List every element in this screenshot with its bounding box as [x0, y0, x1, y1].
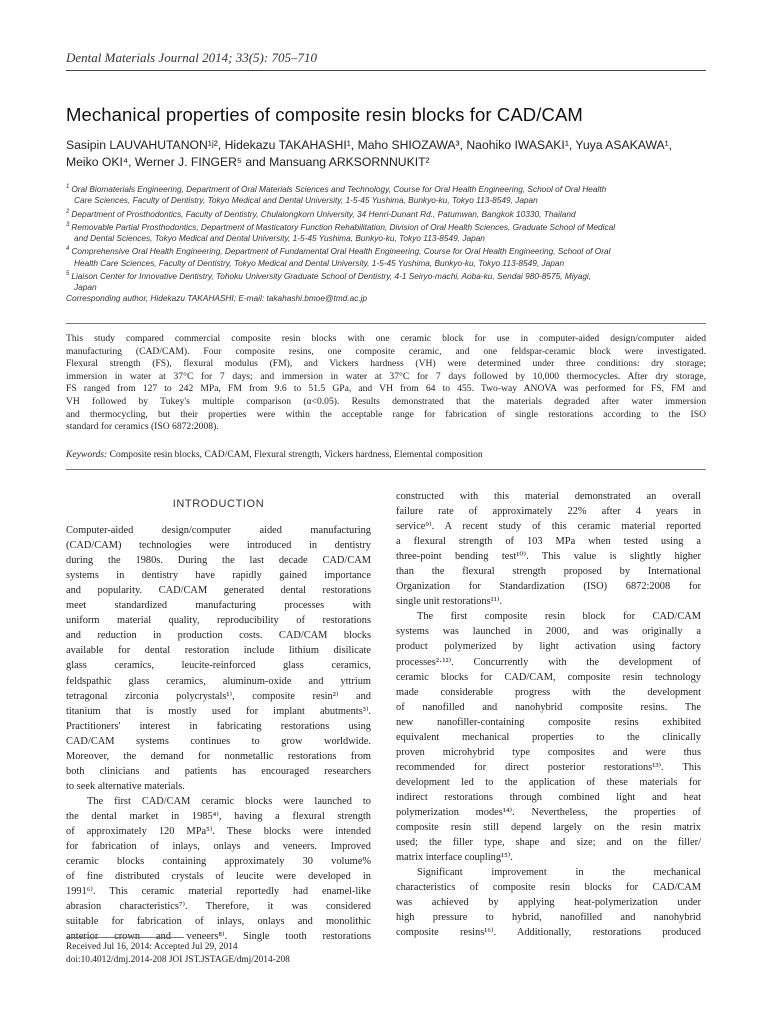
body-text-line: single unit restorations¹¹⁾.: [396, 596, 503, 608]
abstract-line: Flexural strength (FS), flexural modulus (FM), and Vickers hardness (VH) were determined under three conditions: dry storage;: [66, 358, 706, 370]
affiliation-text: Oral Biomaterials Engineering, Department of Oral Materials Sciences and Technology, Course for Oral Health Engineering, School of Oral Health: [71, 183, 607, 194]
body-text-line: abrasion characteristics⁷⁾. Therefore, it was considered: [66, 901, 371, 913]
footnote-rule: [66, 937, 184, 938]
body-text-line: Practitioners' interest in fabricating restorations using: [66, 720, 371, 732]
affiliation-text: Liaison Center for Innovative Dentistry, Tohoku University Graduate School of Dentistry, 4-1 Seiryo-machi, Aoba-ku, Sendai 980-8575, Miyagi,: [71, 270, 592, 281]
affiliation: [66, 207, 706, 220]
affiliation-number: 1: [66, 184, 70, 190]
corresponding-author: Corresponding author, Hidekazu TAKAHASHI; E-mail: takahashi.bmoe@tmd.ac.jp: [66, 293, 368, 304]
abstract-line: manufacturing (CAD/CAM). Four composite resins, one composite ceramic, and one feldspar-ceramic block were investigated.: [66, 345, 706, 357]
abstract-top-rule: [66, 323, 706, 324]
body-text-line: Computer-aided design/computer aided manufacturing: [66, 525, 371, 537]
doi: doi:10.4012/dmj.2014-208 JOI JST.JSTAGE/dmj/2014-208: [66, 955, 290, 965]
affiliation-list: [66, 182, 706, 305]
affiliation-text: Health Care Sciences, Faculty of Dentistry, Tokyo Medical and Dental University, 1-5-45 Yushima, Bunkyo-ku, Tokyo 113-8549, Japan: [74, 257, 565, 268]
body-text-line: during the 1980s. During the last decade CAD/CAM: [66, 555, 371, 567]
body-text-line: of nanofilled and nanohybrid composite resins. The: [396, 701, 701, 713]
body-text-line: systems was launched in 2000, and was originally a: [396, 626, 701, 638]
body-text-line: CAD/CAM systems continues to grow worldwide.: [66, 735, 371, 747]
body-text-line: The first CAD/CAM ceramic blocks were launched to: [87, 795, 371, 807]
keywords-label: Keywords:: [66, 449, 108, 460]
affiliation-number: 5: [66, 270, 70, 277]
affiliation: [66, 244, 706, 269]
journal-citation: Dental Materials Journal 2014; 33(5): 705–710: [66, 50, 706, 71]
body-text-line: glass ceramics, leucite-reinforced glass ceramics,: [66, 660, 371, 672]
body-text-line: made considerable progress with the development: [396, 686, 701, 698]
body-text-line: ceramic blocks for CAD/CAM, composite resin technology: [396, 671, 701, 683]
body-text-line: indirect restorations through combined light and heat: [396, 791, 701, 803]
body-text-line: processes²·¹²⁾. Concurrently with the development of: [396, 656, 701, 668]
body-text-line: failure rate of approximately 22% after 4 years in: [396, 506, 701, 518]
right-column-text: [396, 489, 701, 940]
body-text-line: used; the filler type, shape and size; and on the filler/: [396, 837, 701, 849]
author-list: [66, 137, 706, 171]
body-text-line: equivalent mechanical properties to the clinically: [396, 731, 701, 743]
affiliation: [66, 269, 706, 294]
body-text-line: Organization for Standardization (ISO) 6872:2008 for: [396, 581, 701, 593]
footer-notes: [66, 941, 386, 967]
body-text-line: The first composite resin block for CAD/CAM: [417, 611, 701, 623]
section-heading-introduction: INTRODUCTION: [172, 498, 265, 510]
body-text-line: than the flexural strength proposed by International: [396, 566, 701, 578]
body-text-line: composite resin still depend largely on the resin matrix: [396, 822, 701, 834]
author-line: Meiko OKI⁴, Werner J. FINGER⁵ and Mansuang ARKSORNNUKIT²: [66, 155, 430, 169]
body-text-line: anterior crown and veneers⁸⁾. Single tooth restorations: [66, 931, 371, 943]
body-text-line: composite resins¹⁶⁾. Additionally, restorations produced: [396, 927, 701, 939]
body-text-line: available for dental restoration include lithium disilicate: [66, 645, 371, 657]
abstract-line: FS ranged from 127 to 242 MPa, FM from 9.6 to 51.5 GPa, and VH from 64 to 455. Two-way ANOVA was performed for FS, FM and: [66, 383, 706, 395]
affiliation-text: Removable Partial Prosthodontics, Department of Masticatory Function Rehabilitation, Division of Oral Health Sciences, Graduate School of Medical: [71, 221, 616, 232]
body-text-line: of fine distributed crystals of leucite were developed in: [66, 871, 371, 883]
abstract-bottom-rule: [66, 469, 706, 470]
body-text-line: tetragonal zirconia polycrystals¹⁾, composite resin²⁾ and: [66, 690, 371, 702]
body-text-line: the dental market in 1985⁴⁾, having a flexural strength: [66, 810, 371, 822]
body-text-line: meet standardized manufacturing processes with: [66, 600, 371, 612]
body-text-line: uniform material quality, reproducibility of restorations: [66, 615, 371, 627]
body-text-line: product polymerized by light activation using factory: [396, 641, 701, 653]
body-text-line: systems in dentistry have rapidly gained importance: [66, 570, 371, 582]
abstract-line: VH followed by Tukey's multiple comparison (α<0.05). Results demonstrated that the materials degraded after water immersion: [66, 395, 706, 407]
received-date: Received Jul 16, 2014: Accepted Jul 29, 2014: [66, 942, 238, 952]
abstract: [66, 333, 706, 434]
body-text-line: for fabrication of inlays, onlays and veneers. Improved: [66, 841, 371, 853]
abstract-line: and thermocycling, but their properties were within the acceptable range for fabrication of single restorations according to the ISO: [66, 408, 706, 420]
body-column-left: [66, 497, 371, 944]
abstract-line: immersion in water at 37°C for 7 days; and immersion in water at 37°C for 7 days followed by 10,000 thermocycles. After dry storage,: [66, 370, 706, 382]
body-text-line: matrix interface coupling¹⁵⁾.: [396, 852, 513, 864]
body-text-line: polymerization modes¹⁴⁾. Nevertheless, the properties of: [396, 806, 701, 818]
body-text-line: characteristics of composite resin blocks for CAD/CAM: [396, 882, 701, 894]
body-text-line: proven microhybrid type composites and were thus: [396, 746, 701, 758]
affiliation-text: and Dental Sciences, Tokyo Medical and Dental University, 1-5-45 Yushima, Bunkyo-ku, Tokyo 113-8549, Japan: [74, 232, 485, 243]
keywords: [66, 449, 706, 460]
body-text-line: Moreover, the demand for nonmetallic restorations from: [66, 750, 371, 762]
body-text-line: a flexural strength of 103 MPa when tested using a: [396, 536, 701, 548]
body-text-line: was achieved by applying heat-polymerization under: [396, 897, 701, 909]
body-text-line: constructed with this material demonstrated an overall: [396, 491, 701, 502]
body-text-line: both clinicians and patients has encouraged researchers: [66, 765, 371, 777]
affiliation-text: Comprehensive Oral Health Engineering, Department of Fundamental Oral Health Engineering, Course for Oral Health Engineering, School of Oral: [71, 246, 611, 257]
affiliation-number: 4: [66, 246, 70, 253]
abstract-line: This study compared commercial composite resin blocks with one ceramic block for use in computer-aided design/computer aided: [66, 333, 706, 344]
body-text-line: titanium that is mostly used for implant abutments³⁾.: [66, 705, 371, 717]
body-text-line: recommended for direct posterior restorations¹³⁾. This: [396, 761, 701, 773]
body-text-line: ceramic blocks containing approximately 30 volume%: [66, 856, 371, 868]
body-text-line: high pressure to hybrid, nanofilled and nanohybrid: [396, 912, 701, 924]
left-column-text: [66, 523, 371, 944]
affiliation-number: 3: [66, 221, 70, 228]
body-text-line: suitable for fabrication of inlays, onlays and monolithic: [66, 916, 371, 928]
body-text-line: 1991⁶⁾. This ceramic material reportedly had enamel-like: [66, 886, 371, 898]
body-column-right: [396, 489, 701, 940]
author-line: Sasipin LAUVAHUTANON¹ʲ², Hidekazu TAKAHASHI¹, Maho SHIOZAWA³, Naohiko IWASAKI¹, Yuya ASAKAWA¹,: [66, 138, 673, 152]
article-title: Mechanical properties of composite resin blocks for CAD/CAM: [66, 104, 583, 125]
body-text-line: three-point bending test¹⁰⁾. This value is slightly higher: [396, 551, 701, 563]
affiliation: [66, 182, 706, 207]
body-text-line: (CAD/CAM) technologies were introduced in dentistry: [66, 540, 371, 552]
body-text-line: development led to the application of these materials for: [396, 776, 701, 788]
abstract-line: standard for ceramics (ISO 6872:2008).: [66, 421, 219, 433]
keywords-text: Composite resin blocks, CAD/CAM, Flexural strength, Vickers hardness, Elemental composition: [107, 449, 483, 460]
body-text-line: of approximately 120 MPa⁵⁾. These blocks were intended: [66, 825, 371, 837]
body-text-line: and popularity. CAD/CAM generated dental restorations: [66, 585, 371, 597]
body-text-line: Significant improvement in the mechanical: [417, 867, 701, 879]
body-text-line: feldspathic glass ceramics, aluminum-oxide and yttrium: [66, 675, 371, 687]
affiliation-number: 2: [66, 208, 70, 215]
affiliation-text: Department of Prosthodontics, Faculty of Dentistry, Chulalongkorn University, 34 Henri-Dunant Rd., Patumwan, Bangkok 10330, Thailand: [71, 208, 576, 219]
body-text-line: to seek alternative materials.: [66, 780, 185, 792]
body-text-line: new nanofiller-containing composite resins exhibited: [396, 716, 701, 728]
affiliation: [66, 220, 706, 245]
affiliation-text: Japan: [74, 282, 97, 293]
body-text-line: and reduction in production costs. CAD/CAM blocks: [66, 630, 371, 642]
body-text-line: service⁹⁾. A recent study of this ceramic material reported: [396, 521, 701, 533]
affiliation-text: Care Sciences, Faculty of Dentistry, Tokyo Medical and Dental University, 1-5-45 Yushima, Bunkyo-ku, Tokyo 113-8549, Japan: [74, 195, 538, 206]
